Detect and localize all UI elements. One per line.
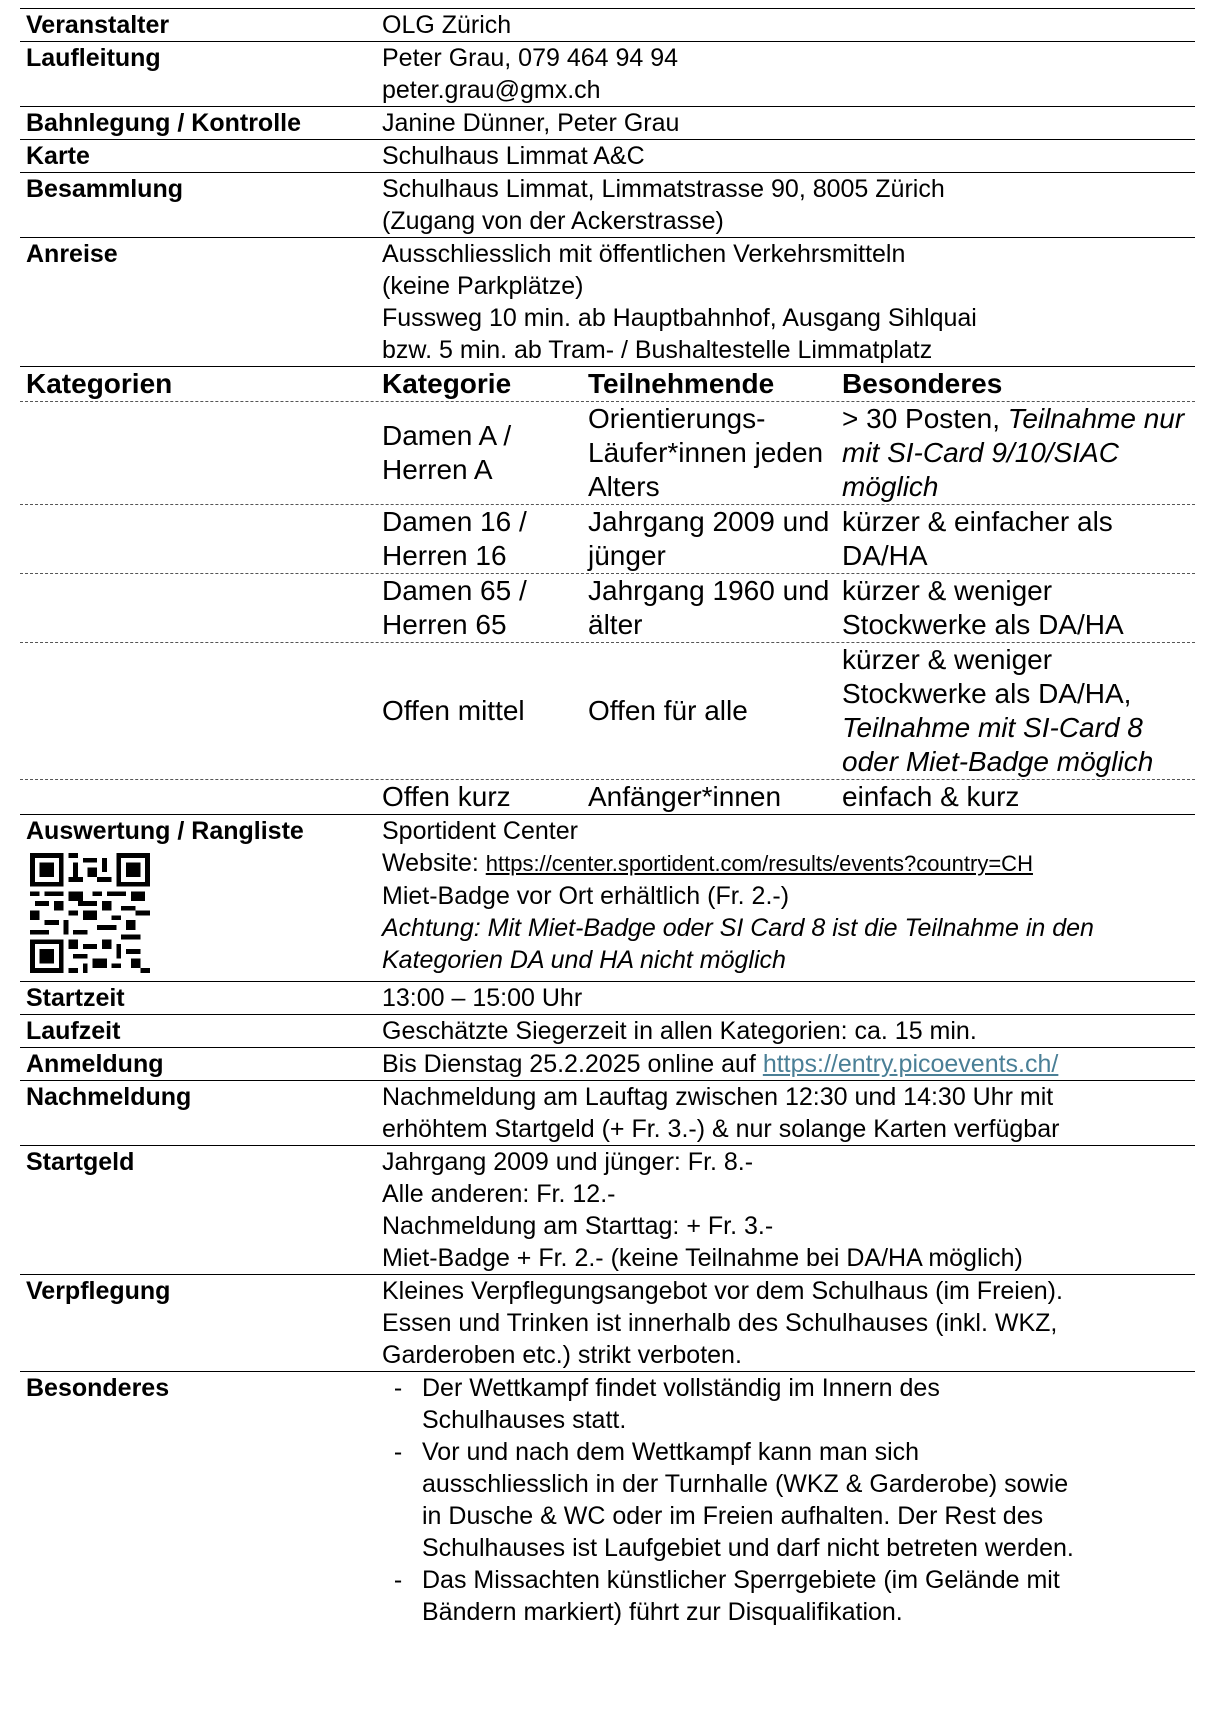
value-verpflegung: Kleines Verpflegungsangebot vor dem Schulhaus (im Freien). Essen und Trinken ist innerhalb des Schulhauses (inkl. WKZ, Garderoben etc.) strikt verboten. [382,1277,1063,1369]
kategorie-name: Offen mittel [382,695,525,726]
value-laufzeit: Geschätzte Siegerzeit in allen Kategorien: ca. 15 min. [382,1017,977,1045]
label-laufleitung: Laufleitung [26,44,161,72]
value-auswertung [374,815,1195,981]
anreise-line: (keine Parkplätze) [382,272,584,300]
label-auswertung: Auswertung / Rangliste [26,817,304,845]
besammlung-line: (Zugang von der Ackerstrasse) [382,207,724,235]
row-startgeld [20,1146,1195,1275]
col-header-teilnehmende: Teilnehmende [588,368,775,399]
col-header-besonderes: Besonderes [842,368,1003,399]
value-startgeld: Jahrgang 2009 und jünger: Fr. 8.- Alle anderen: Fr. 12.- Nachmeldung am Starttag: + Fr. 3.- Miet-Badge + Fr. 2.- (keine Teilnahme bei DA/HA möglich) [382,1148,1023,1272]
value-startzeit: 13:00 – 15:00 Uhr [382,984,583,1012]
label-laufzeit: Laufzeit [26,1017,121,1045]
auswertung-website-line: Website: https://center.sportident.com/results/events?country=CH [382,849,1033,877]
value-veranstalter: OLG Zürich [382,11,512,39]
entry-picoevents-link[interactable]: https://entry.picoevents.ch/ [762,1050,1059,1078]
kategorie-row [20,505,1195,574]
label-besonderes: Besonderes [26,1374,170,1402]
kategorie-besonderes: kürzer & weniger Stockwerke als DA/HA, Teilnahme mit SI-Card 8 oder Miet-Badge möglich [842,644,1154,777]
kategorie-row [20,643,1195,780]
besonderes-bullet-item: - Der Wettkampf findet vollständig im Innern des Schulhauses statt. [393,1374,940,1434]
label-veranstalter: Veranstalter [26,11,170,39]
anreise-line: bzw. 5 min. ab Tram- / Bushaltestelle Limmatplatz [382,336,933,364]
row-laufzeit [20,1015,1195,1048]
kategorie-row [20,574,1195,643]
kategorie-teilnehmende: Orientierungs-Läufer*innen jeden Alters [588,403,824,502]
besammlung-line: Schulhaus Limmat, Limmatstrasse 90, 8005 Zürich [382,175,945,203]
value-anreise [374,238,1195,366]
label-anmeldung: Anmeldung [26,1050,164,1078]
auswertung-line: Sportident Center [382,817,578,845]
value-bahnlegung: Janine Dünner, Peter Grau [382,109,680,137]
label-karte: Karte [26,142,90,170]
label-nachmeldung: Nachmeldung [26,1083,192,1111]
row-karte [20,140,1195,173]
kategorie-besonderes: einfach & kurz [842,781,1020,812]
value-anmeldung: Bis Dienstag 25.2.2025 online auf https://entry.picoevents.ch/ [382,1050,1059,1078]
row-anreise [20,238,1195,367]
row-anmeldung [20,1048,1195,1081]
label-verpflegung: Verpflegung [26,1277,171,1305]
label-besammlung: Besammlung [26,175,183,203]
value-laufleitung [374,42,1195,106]
qr-code-icon [30,853,150,973]
besonderes-bullet-item: - Vor und nach dem Wettkampf kann man sich ausschliesslich in der Turnhalle (WKZ & Garderobe) sowie in Dusche & WC oder im Freien aufhalten. Der Rest des Schulhauses ist Laufgebiet und darf nicht betreten werden. [393,1438,1074,1562]
row-auswertung [20,815,1195,982]
value-karte: Schulhaus Limmat A&C [382,142,645,170]
label-anreise: Anreise [26,240,118,268]
row-besammlung [20,173,1195,238]
value-nachmeldung: Nachmeldung am Lauftag zwischen 12:30 und 14:30 Uhr mit erhöhtem Startgeld (+ Fr. 3.-) & nur solange Karten verfügbar [382,1083,1060,1143]
row-nachmeldung [20,1081,1195,1146]
laufleitung-email: peter.grau@gmx.ch [382,76,601,104]
kategorie-besonderes: > 30 Posten, Teilnahme nur mit SI-Card 9/10/SIAC möglich [842,403,1185,502]
row-verpflegung [20,1275,1195,1372]
kategorie-besonderes: kürzer & weniger Stockwerke als DA/HA [842,575,1124,640]
label-bahnlegung: Bahnlegung / Kontrolle [26,109,301,137]
kategorie-name: Damen 65 / Herren 65 [382,575,527,640]
auswertung-warning: Achtung: Mit Miet-Badge oder SI Card 8 ist die Teilnahme in den Kategorien DA und HA nicht möglich [382,914,1094,974]
kategorie-row [20,402,1195,505]
row-startzeit [20,982,1195,1015]
anreise-line: Ausschliesslich mit öffentlichen Verkehrsmitteln [382,240,906,268]
kategorie-teilnehmende: Offen für alle [588,695,748,726]
label-startzeit: Startzeit [26,984,125,1012]
sportident-results-link[interactable]: https://center.sportident.com/results/events?country=CH [485,851,1033,876]
anreise-line: Fussweg 10 min. ab Hauptbahnhof, Ausgang Sihlquai [382,304,977,332]
row-besonderes [20,1372,1195,1628]
kategorie-name: Damen 16 / Herren 16 [382,506,527,571]
value-besonderes [374,1372,1195,1628]
kategorie-teilnehmende: Jahrgang 1960 und älter [588,575,830,640]
kategorie-teilnehmende: Anfänger*innen [588,781,782,812]
event-info-table [20,8,1195,1628]
label-auswertung-cell [20,815,374,981]
kategorie-teilnehmende: Jahrgang 2009 und jünger [588,506,830,571]
kategorie-name: Offen kurz [382,781,511,812]
kategorien-header-row [20,367,1195,402]
kategorie-besonderes: kürzer & einfacher als DA/HA [842,506,1113,571]
label-startgeld: Startgeld [26,1148,135,1176]
kategorie-name: Damen A / Herren A [382,420,512,485]
auswertung-line: Miet-Badge vor Ort erhältlich (Fr. 2.-) [382,882,790,910]
kategorie-row [20,780,1195,815]
label-kategorien: Kategorien [26,368,173,399]
col-header-kategorie: Kategorie [382,368,512,399]
row-veranstalter [20,8,1195,42]
kategorie-besonderes-note: Teilnahme nur mit SI-Card 9/10/SIAC möglich [842,403,1185,502]
laufleitung-phone: Peter Grau, 079 464 94 94 [382,44,679,72]
row-bahnlegung [20,107,1195,140]
value-besammlung [374,173,1195,237]
besonderes-bullet-item: - Das Missachten künstlicher Sperrgebiete (im Gelände mit Bändern markiert) führt zur Disqualifikation. [393,1566,1060,1626]
kategorie-besonderes-note: Teilnahme mit SI-Card 8 oder Miet-Badge möglich [842,712,1154,777]
row-laufleitung [20,42,1195,107]
